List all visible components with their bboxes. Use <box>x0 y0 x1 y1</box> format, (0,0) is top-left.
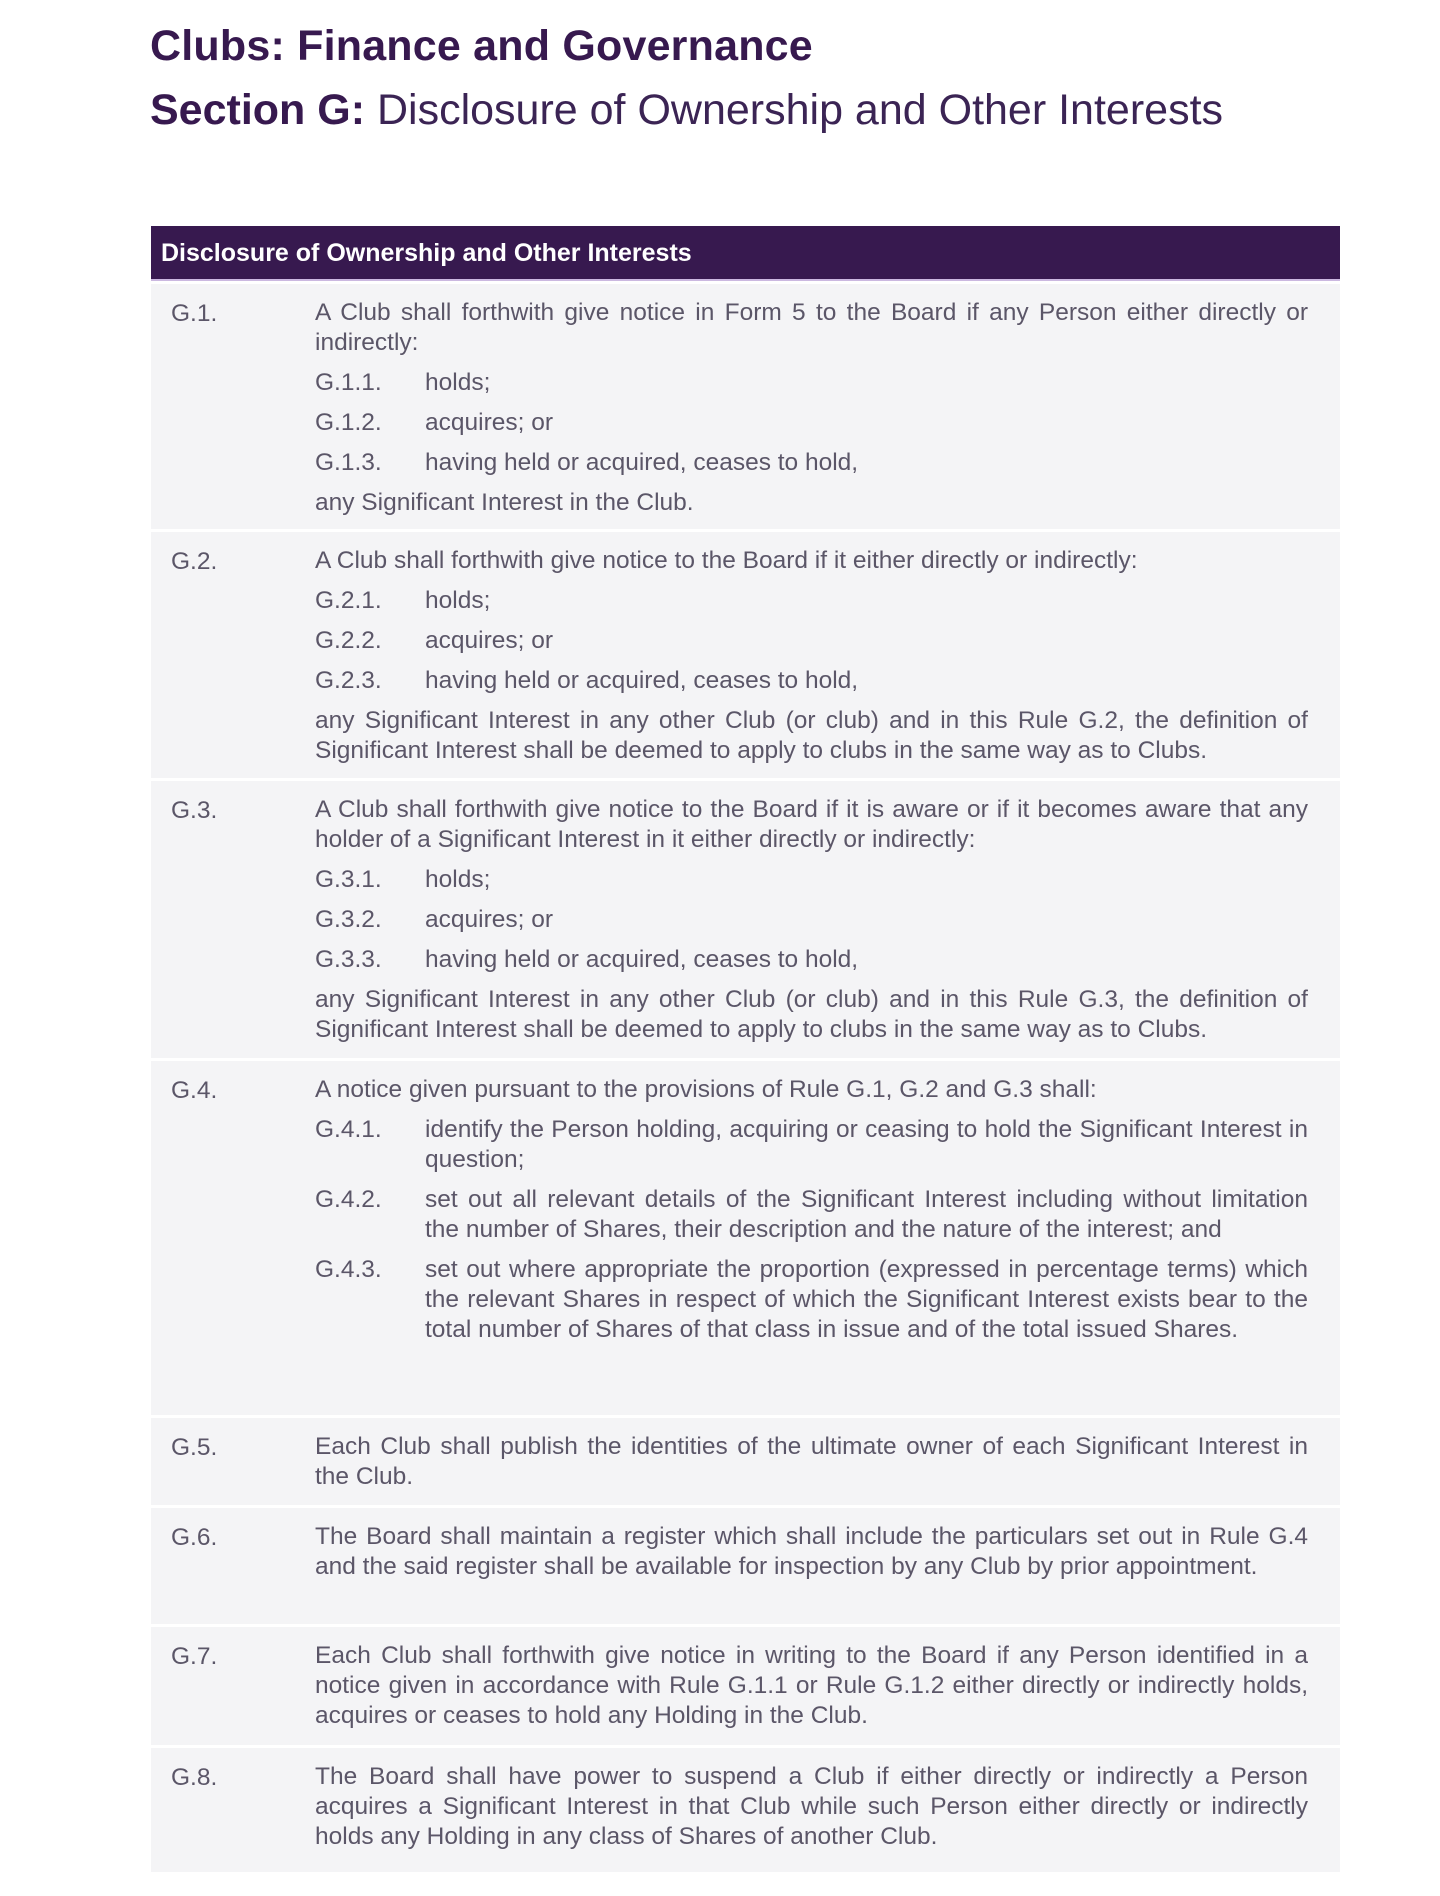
sub-rule-text: having held or acquired, ceases to hold, <box>425 449 859 476</box>
sub-rule <box>315 1185 1308 1245</box>
sub-rule <box>315 1255 1308 1345</box>
rule-text: The Board shall maintain a register which shall include the particulars set out in Rule G.4 and the said register shall be available for inspection by any Club by prior appointment. <box>315 1523 1308 1580</box>
rule-row-g4 <box>151 1058 1340 1415</box>
rule-number: G.5. <box>171 1434 218 1461</box>
sub-rule-text: identify the Person holding, acquiring or ceasing to hold the Significant Interest in question; <box>425 1116 1308 1173</box>
rule-outro: any Significant Interest in the Club. <box>315 489 694 516</box>
sub-rule-text: having held or acquired, ceases to hold, <box>425 946 859 973</box>
sub-rule-number: G.2.3. <box>315 667 382 694</box>
rule-text: Each Club shall publish the identities of the ultimate owner of each Significant Interest in the Club. <box>315 1433 1308 1490</box>
rule-text: A Club shall forthwith give notice to the Board if it is aware or if it becomes aware that any holder of a Significant Interest in it either directly or indirectly: <box>315 796 1308 853</box>
rule-row-g3 <box>151 778 1340 1058</box>
rule-number: G.6. <box>171 1524 218 1551</box>
section-label: Section G: <box>150 86 366 134</box>
sub-rule-number: G.3.2. <box>315 906 382 933</box>
rule-row-g6 <box>151 1505 1340 1624</box>
section-heading <box>150 82 1223 138</box>
sub-rule-number: G.3.3. <box>315 946 382 973</box>
sub-rule <box>315 368 1308 398</box>
document-title: Clubs: Finance and Governance <box>150 22 813 70</box>
rule-number: G.7. <box>171 1643 218 1670</box>
sub-rule-number: G.1.2. <box>315 409 382 436</box>
rule-outro: any Significant Interest in any other Club (or club) and in this Rule G.2, the definition of Significant Interest shall be deemed to apply to clubs in the same way as to Clubs. <box>315 707 1308 764</box>
sub-rule-number: G.1.3. <box>315 449 382 476</box>
rule-number: G.2. <box>171 548 218 575</box>
sub-rule-text: holds; <box>425 587 491 614</box>
sub-rule <box>315 448 1308 478</box>
rule-number: G.4. <box>171 1077 218 1104</box>
rule-row-g7 <box>151 1624 1340 1745</box>
rule-text: A notice given pursuant to the provisions of Rule G.1, G.2 and G.3 shall: <box>315 1076 1097 1103</box>
sub-rule <box>315 626 1308 656</box>
sub-rule-text: holds; <box>425 866 491 893</box>
sub-rule-text: holds; <box>425 369 491 396</box>
sub-rule-number: G.3.1. <box>315 866 382 893</box>
rule-row-g1 <box>151 281 1340 529</box>
rule-number: G.1. <box>171 300 218 327</box>
rule-row-g8 <box>151 1745 1340 1872</box>
sub-rule-text: acquires; or <box>425 409 554 436</box>
rule-text: A Club shall forthwith give notice to the Board if it either directly or indirectly: <box>315 547 1138 574</box>
sub-rule-number: G.1.1. <box>315 369 382 396</box>
sub-rule <box>315 408 1308 438</box>
sub-rule <box>315 1115 1308 1175</box>
rule-row-g2 <box>151 529 1340 778</box>
sub-rule <box>315 905 1308 935</box>
rules-table <box>151 226 1340 1872</box>
rule-number: G.3. <box>171 797 218 824</box>
section-title: Disclosure of Ownership and Other Interests <box>365 86 1224 134</box>
sub-rule-text: set out all relevant details of the Significant Interest including without limitation the number of Shares, their description and the nature of the interest; and <box>425 1186 1308 1243</box>
sub-rule-text: set out where appropriate the proportion (expressed in percentage terms) which the relevant Shares in respect of which the Significant Interest exists bear to the total number of Shares of that class in issue and of the total issued Shares. <box>425 1256 1308 1343</box>
sub-rule-number: G.2.1. <box>315 587 382 614</box>
rule-text: Each Club shall forthwith give notice in writing to the Board if any Person identified in a notice given in accordance with Rule G.1.1 or Rule G.1.2 either directly or indirectly holds, acquires or ceases to hold any Holding in the Club. <box>315 1642 1308 1729</box>
table-heading: Disclosure of Ownership and Other Interests <box>151 226 1340 281</box>
sub-rule <box>315 586 1308 616</box>
sub-rule-text: acquires; or <box>425 627 554 654</box>
sub-rule <box>315 865 1308 895</box>
rule-outro: any Significant Interest in any other Club (or club) and in this Rule G.3, the definition of Significant Interest shall be deemed to apply to clubs in the same way as to Clubs. <box>315 986 1308 1043</box>
sub-rule-text: having held or acquired, ceases to hold, <box>425 667 859 694</box>
sub-rule-number: G.4.1. <box>315 1116 382 1143</box>
sub-rule-text: acquires; or <box>425 906 554 933</box>
sub-rule <box>315 666 1308 696</box>
sub-rule-number: G.2.2. <box>315 627 382 654</box>
sub-rule <box>315 945 1308 975</box>
sub-rule-number: G.4.3. <box>315 1256 382 1283</box>
rule-text: The Board shall have power to suspend a Club if either directly or indirectly a Person acquires a Significant Interest in that Club while such Person either directly or indirectly holds any Holding in any class of Shares of another Club. <box>315 1763 1308 1850</box>
rule-text: A Club shall forthwith give notice in Form 5 to the Board if any Person either directly or indirectly: <box>315 299 1308 356</box>
rule-row-g5 <box>151 1415 1340 1505</box>
rule-number: G.8. <box>171 1764 218 1791</box>
sub-rule-number: G.4.2. <box>315 1186 382 1213</box>
